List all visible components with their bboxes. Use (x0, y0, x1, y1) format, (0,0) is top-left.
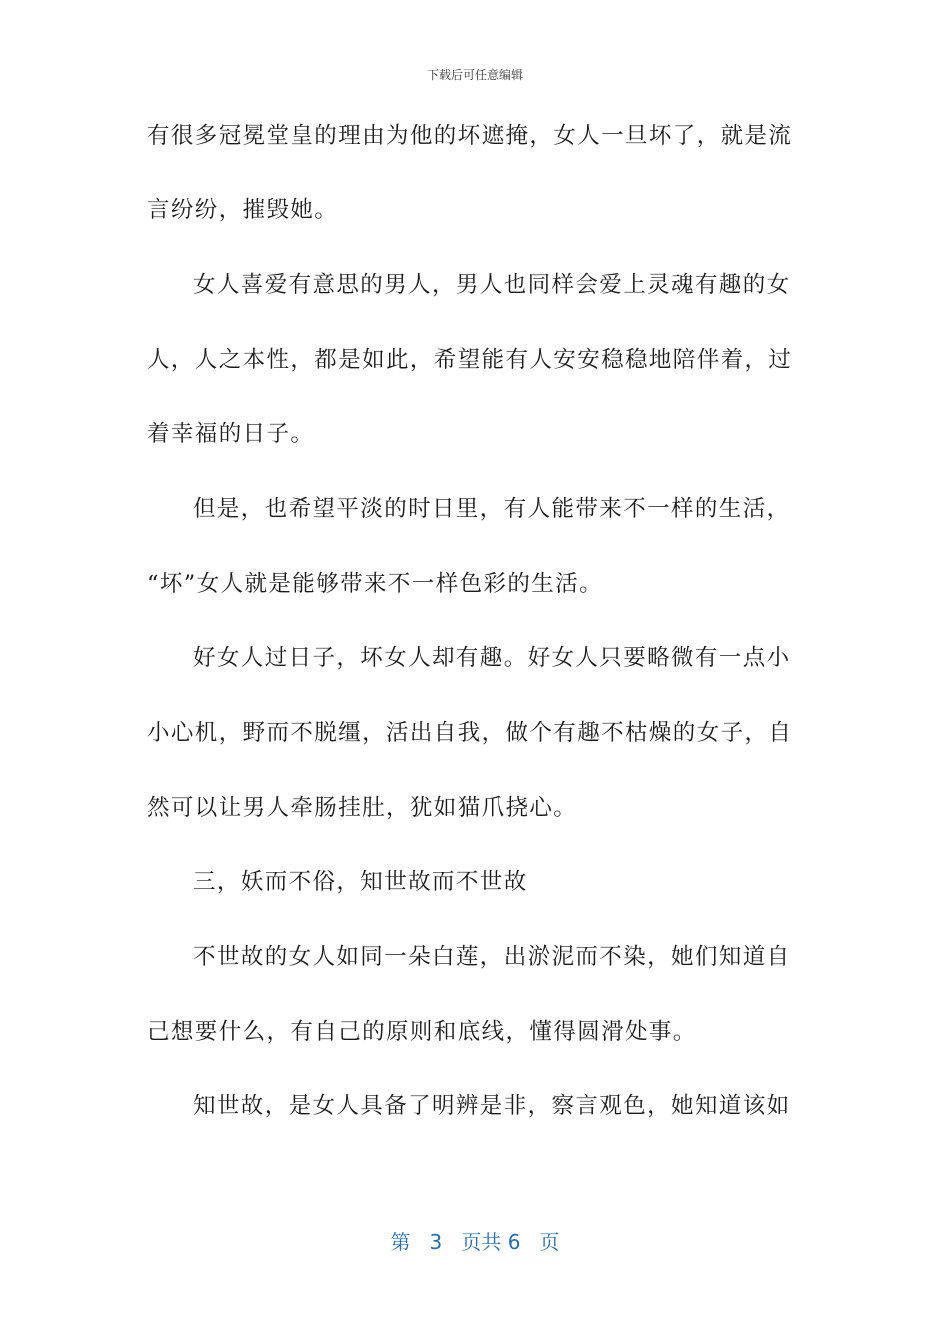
footer-label-of: 页共 (461, 1230, 502, 1254)
footer-total-pages: 6 (507, 1230, 521, 1254)
page-number-footer (0, 1226, 950, 1255)
text-line: 女人喜爱有意思的男人，男人也同样会爱上灵魂有趣的女 (193, 272, 791, 298)
text-line: 知世故，是女人具备了明辨是非，察言观色，她知道该如 (193, 1093, 791, 1119)
text-line: 言纷纷，摧毁她。 (147, 197, 339, 223)
text-line: 己想要什么，有自己的原则和底线，懂得圆滑处事。 (147, 1019, 697, 1045)
text-line: 人，人之本性，都是如此，希望能有人安安稳稳地陪伴着，过 (147, 347, 793, 373)
text-line: 不世故的女人如同一朵白莲，出淤泥而不染，她们知道自 (193, 944, 791, 970)
text-line: 着幸福的日子。 (147, 421, 315, 447)
text-line: 好女人过日子，坏女人却有趣。好女人只要略微有一点小 (193, 645, 791, 671)
footer-label-end: 页 (539, 1230, 560, 1254)
text-line: 小心机，野而不脱缰，活出自我，做个有趣不枯燥的女子，自 (147, 720, 793, 746)
text-line: 有很多冠冕堂皇的理由为他的坏遮掩，女人一旦坏了，就是流 (147, 123, 793, 149)
text-line: 但是，也希望平淡的时日里，有人能带来不一样的生活， (193, 496, 791, 522)
section-heading: 三，妖而不俗，知世故而不世故 (193, 869, 528, 895)
text-line: “坏”女人就是能够带来不一样色彩的生活。 (147, 571, 604, 597)
footer-label-page: 第 (390, 1230, 411, 1254)
text-line: 然可以让男人牵肠挂肚，犹如猫爪挠心。 (147, 795, 578, 821)
footer-current-page: 3 (429, 1230, 443, 1254)
page-header-note: 下载后可任意编辑 (426, 68, 523, 82)
